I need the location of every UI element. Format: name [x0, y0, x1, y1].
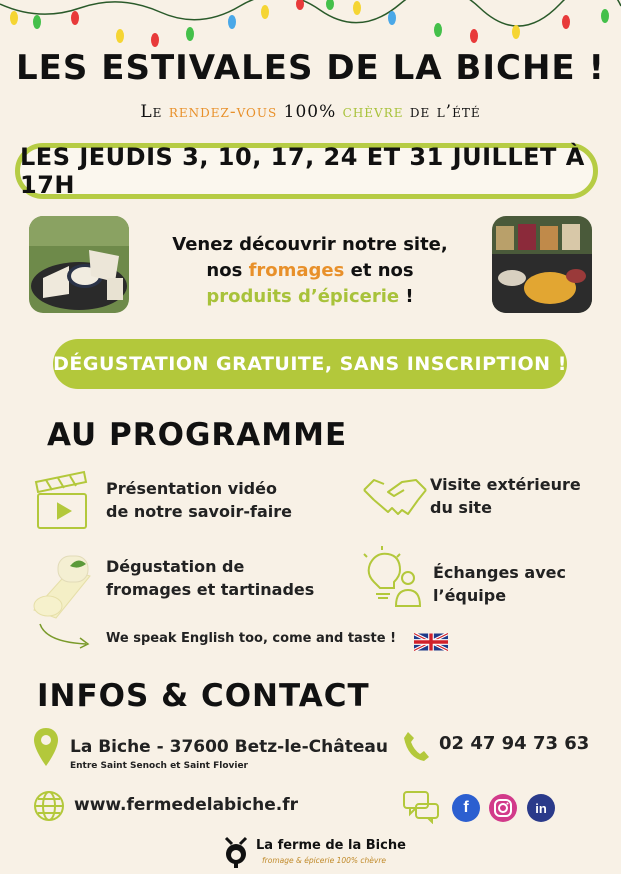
- dates-banner: LES JEUDIS 3, 10, 17, 24 ET 31 JUILLET À 17H: [15, 143, 598, 199]
- cheese-icon: [30, 546, 106, 622]
- program-heading: AU PROGRAMME: [47, 417, 348, 453]
- address-note: Entre Saint Senoch et Saint Flovier: [70, 761, 249, 771]
- logo-name: La ferme de la Biche: [256, 838, 406, 853]
- instagram-icon[interactable]: [489, 794, 517, 822]
- program-item-visit: Visite extérieure du site: [430, 475, 581, 517]
- english-note: We speak English too, come and taste !: [106, 631, 397, 646]
- program-item-tasting: Dégustation de fromages et tartinades: [106, 557, 315, 599]
- string-lights-decoration: [0, 0, 621, 50]
- curved-arrow-icon: [36, 620, 96, 650]
- address-text: La Biche - 37600 Betz-le-Château: [70, 737, 388, 757]
- linkedin-icon[interactable]: in: [527, 794, 555, 822]
- page-title: LES ESTIVALES DE LA BICHE !: [16, 48, 605, 88]
- contact-heading: INFOS & CONTACT: [37, 678, 370, 714]
- clapperboard-icon: [32, 470, 92, 532]
- uk-flag-icon: [414, 633, 448, 651]
- page-subtitle: Le rendez-vous 100% chèvre de l’été: [140, 102, 481, 122]
- facebook-icon[interactable]: f: [452, 794, 480, 822]
- cheese-photo: [29, 216, 129, 313]
- globe-icon: [33, 790, 65, 822]
- farm-logo-icon: [222, 834, 250, 868]
- phone-icon: [402, 730, 430, 762]
- phone-number[interactable]: 02 47 94 73 63: [439, 733, 590, 754]
- free-tasting-banner: DÉGUSTATION GRATUITE, SANS INSCRIPTION !: [53, 339, 567, 389]
- website-link[interactable]: www.fermedelabiche.fr: [74, 795, 298, 815]
- handshake-icon: [362, 470, 428, 522]
- program-item-video: Présentation vidéo de notre savoir-faire: [106, 479, 292, 521]
- idea-person-icon: [358, 544, 424, 610]
- program-item-exchange: Échanges avec l’équipe: [433, 563, 566, 605]
- grocery-photo: [492, 216, 592, 313]
- chat-bubbles-icon: [402, 790, 440, 824]
- intro-text: Venez découvrir notre site, nos fromages et nos produits d’épicerie !: [172, 234, 448, 307]
- location-pin-icon: [34, 728, 58, 766]
- logo-tagline: fromage & épicerie 100% chèvre: [262, 856, 387, 865]
